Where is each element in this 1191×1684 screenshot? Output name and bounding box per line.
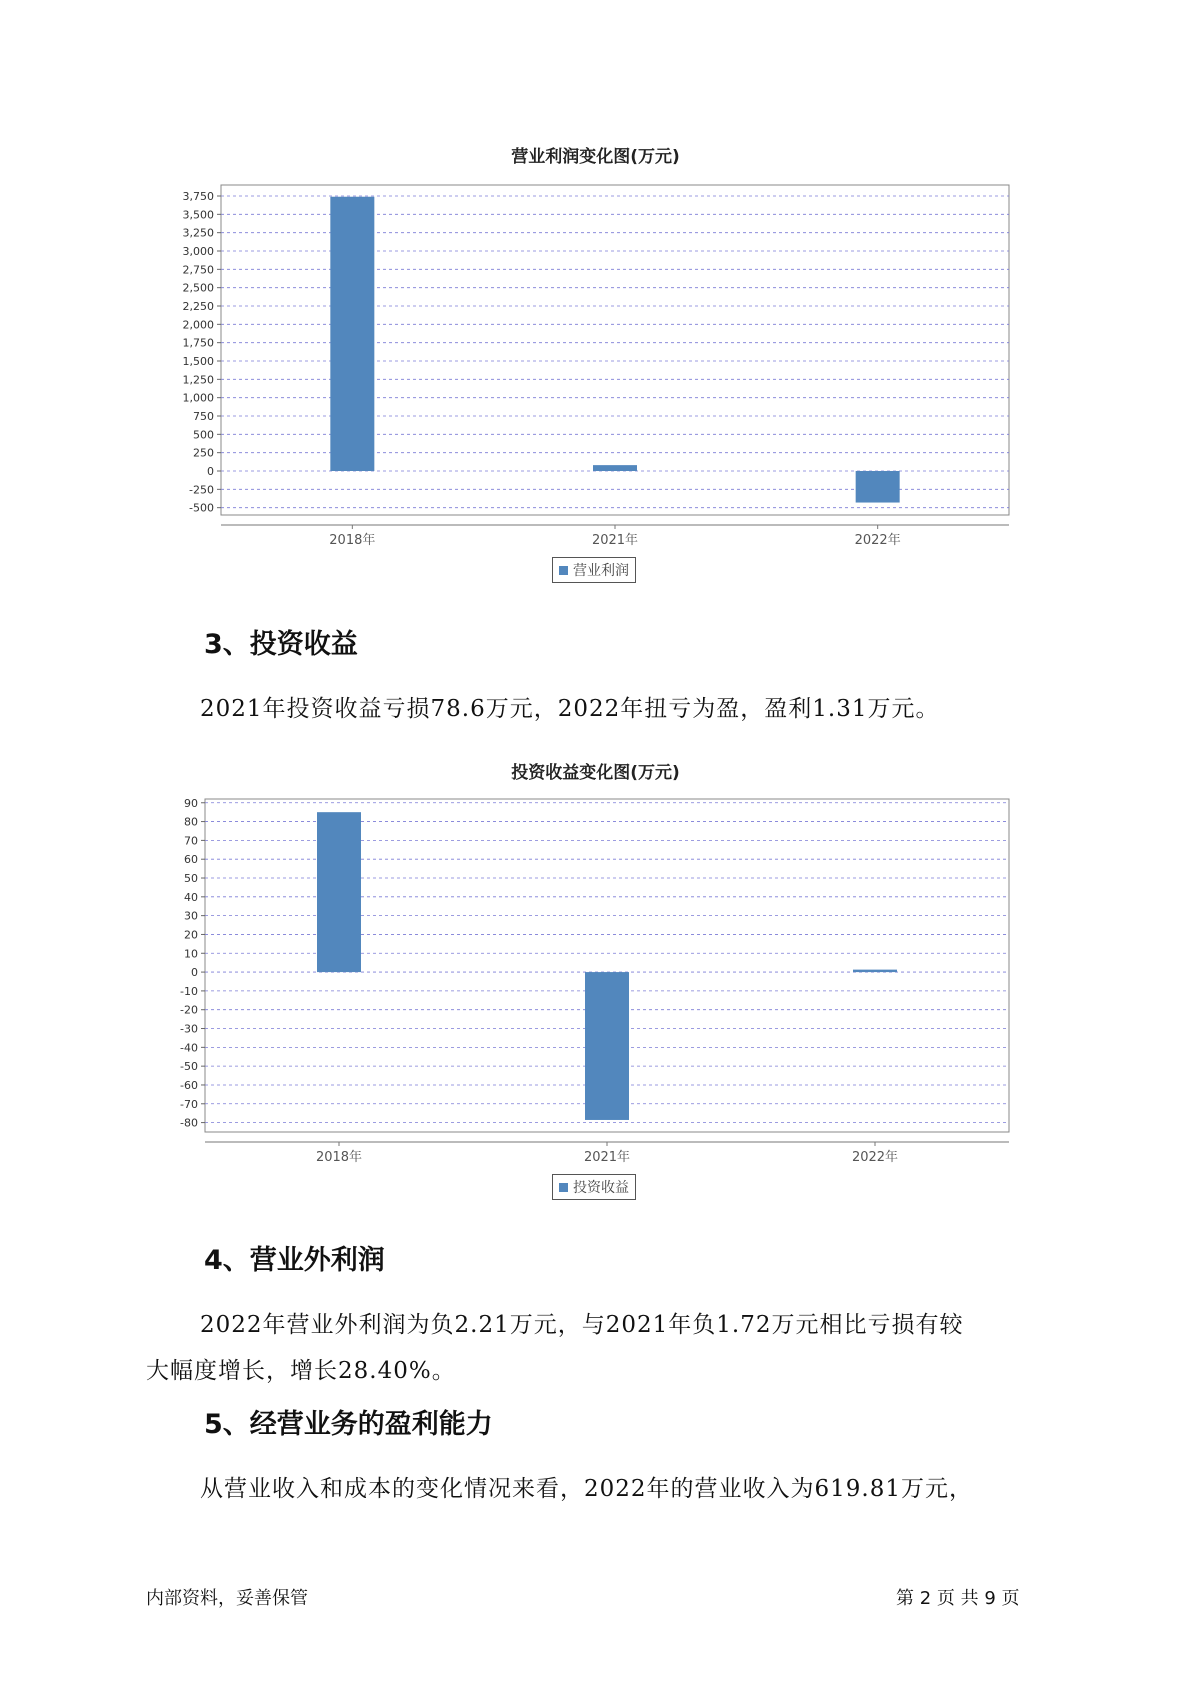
chart1-legend xyxy=(552,557,636,583)
section3-text: 2021年投资收益亏损78.6万元，2022年扭亏为盈，盈利1.31万元。 xyxy=(200,696,940,722)
y-tick-label: -70 xyxy=(180,1097,198,1111)
x-tick-label: 2021年 xyxy=(583,1150,631,1165)
bar xyxy=(593,465,637,471)
operating-profit-chart xyxy=(0,170,1191,570)
y-tick-label: 3,250 xyxy=(182,226,214,240)
y-tick-label: -20 xyxy=(180,1003,198,1017)
y-tick-label: 10 xyxy=(184,947,198,961)
y-tick-label: 70 xyxy=(184,834,198,848)
y-tick-label: -500 xyxy=(189,501,214,515)
y-tick-label: 500 xyxy=(193,428,214,442)
bar xyxy=(317,812,361,972)
y-tick-label: 3,500 xyxy=(182,208,214,222)
y-tick-label: 750 xyxy=(193,410,214,423)
x-tick-label: 2021年 xyxy=(591,533,639,548)
y-tick-label: 0 xyxy=(207,465,214,478)
y-tick-label: 60 xyxy=(184,853,198,867)
section5-heading: 5、经营业务的盈利能力 xyxy=(204,1409,493,1440)
y-tick-label: -30 xyxy=(180,1022,198,1036)
y-tick-label: 1,500 xyxy=(182,355,214,368)
x-tick-label: 2022年 xyxy=(851,1150,899,1165)
x-tick-label: 2022年 xyxy=(854,533,901,548)
y-tick-label: 250 xyxy=(193,446,214,460)
footer-confidential: 内部资料，妥善保管 xyxy=(146,1588,308,1609)
y-tick-label: -10 xyxy=(180,984,198,998)
bar xyxy=(330,197,374,471)
legend-swatch xyxy=(559,566,568,575)
y-tick-label: 2,500 xyxy=(182,281,214,295)
footer-page-number: 第 2 页 共 9 页 xyxy=(896,1588,1020,1609)
section4-text-line2: 大幅度增长，增长28.40%。 xyxy=(146,1358,456,1384)
y-tick-label: 2,000 xyxy=(182,318,214,332)
chart2-legend-label: 投资收益 xyxy=(573,1180,629,1196)
chart1-legend-label: 营业利润 xyxy=(573,563,629,579)
y-tick-label: 1,750 xyxy=(182,336,214,350)
y-tick-label: 0 xyxy=(191,966,198,980)
y-tick-label: 1,000 xyxy=(182,391,214,405)
section4-text-line1: 2022年营业外利润为负2.21万元，与2021年负1.72万元相比亏损有较 xyxy=(200,1312,964,1338)
bar xyxy=(585,972,629,1120)
chart2-legend xyxy=(552,1174,636,1200)
y-tick-label: 30 xyxy=(184,909,198,923)
section4-heading: 4、营业外利润 xyxy=(204,1245,385,1276)
y-tick-label: 90 xyxy=(184,796,198,810)
investment-income-chart xyxy=(0,795,1191,1195)
section3-heading: 3、投资收益 xyxy=(204,629,358,660)
legend-swatch xyxy=(559,1183,568,1192)
y-tick-label: 1,250 xyxy=(182,373,214,387)
y-tick-label: -40 xyxy=(180,1041,198,1055)
y-tick-label: -50 xyxy=(180,1060,198,1074)
chart1-title: 营业利润变化图(万元) xyxy=(511,147,680,167)
x-tick-label: 2018年 xyxy=(315,1150,363,1165)
chart2-title: 投资收益变化图(万元) xyxy=(511,763,680,783)
y-tick-label: 80 xyxy=(184,815,198,829)
bar xyxy=(853,970,897,972)
bar xyxy=(856,471,900,503)
y-tick-label: -80 xyxy=(180,1116,198,1130)
y-tick-label: 3,750 xyxy=(182,190,214,203)
section5-text: 从营业收入和成本的变化情况来看，2022年的营业收入为619.81万元， xyxy=(200,1476,974,1502)
x-tick-label: 2018年 xyxy=(329,533,376,548)
y-tick-label: 20 xyxy=(184,928,198,942)
y-tick-label: -60 xyxy=(180,1078,198,1092)
y-tick-label: -250 xyxy=(189,483,214,497)
y-tick-label: 50 xyxy=(184,872,198,886)
y-tick-label: 3,000 xyxy=(182,245,214,258)
y-tick-label: 2,750 xyxy=(182,263,214,277)
y-tick-label: 2,250 xyxy=(182,300,214,313)
y-tick-label: 40 xyxy=(184,890,198,904)
